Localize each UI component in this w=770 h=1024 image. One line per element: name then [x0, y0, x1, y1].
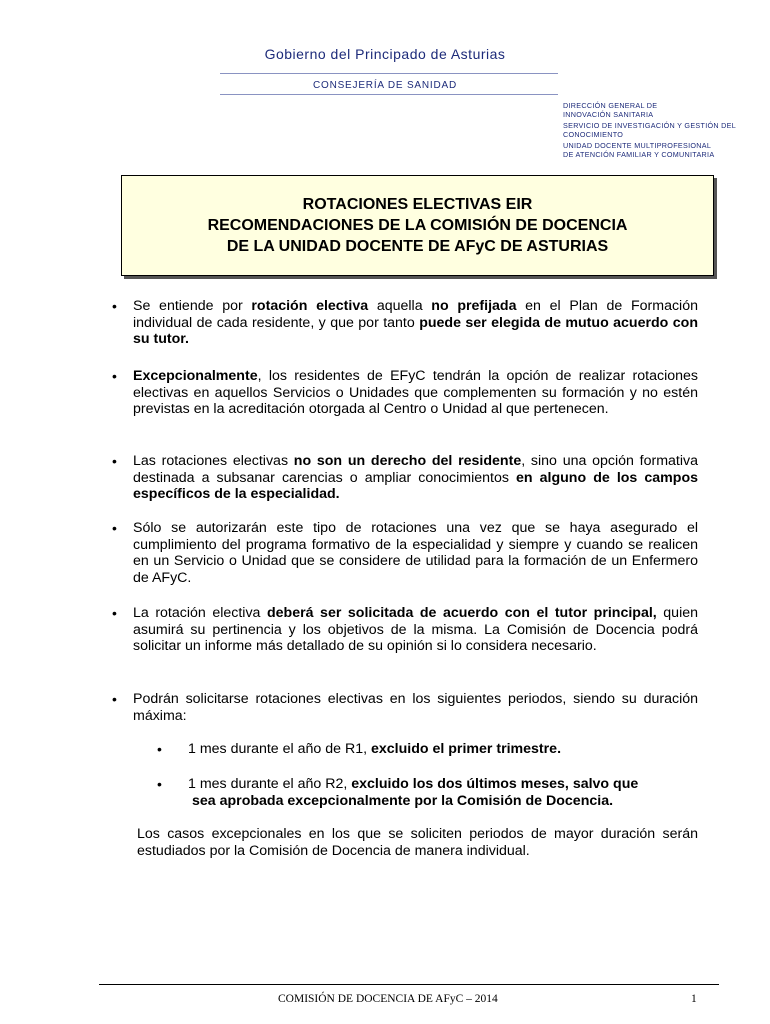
footer-text: COMISIÓN DE DOCENCIA DE AFyC – 2014 [278, 993, 498, 1005]
closing-paragraph: Los casos excepcionales en los que se soliciten periodos de mayor duración serán estudiados por la Comisión de Docencia de manera individual. [137, 826, 698, 859]
title-line: ROTACIONES ELECTIVAS EIR [302, 196, 533, 213]
document-title-box [121, 175, 714, 276]
bullet-icon: • [157, 776, 162, 792]
bullet-icon: • [112, 520, 117, 536]
department-name: CONSEJERÍA DE SANIDAD [312, 80, 458, 91]
bullet-icon: • [157, 741, 162, 757]
unit-line: DIRECCIÓN GENERAL DE [563, 101, 658, 110]
list-item: Excepcionalmente, los residentes de EFyC tendrán la opción de realizar rotaciones electivas en aquellos Servicios o Unidades que complementen su formación y no estén previstas en la acreditación otorgada al Centro o Unidad al que pertenecen. [133, 368, 698, 417]
bullet-icon: • [112, 453, 117, 469]
unit-line: DE ATENCIÓN FAMILIAR Y COMUNITARIA [563, 149, 715, 159]
sub-list-item: 1 mes durante el año de R1, excluido el primer trimestre. [188, 741, 562, 757]
sub-list-item: 1 mes durante el año R2, excluido los dos últimos meses, salvo que [188, 776, 639, 792]
list-item: La rotación electiva deberá ser solicitada de acuerdo con el tutor principal, quien asumirá su pertinencia y los objetivos de la misma. La Comisión de Docencia podrá solicitar un informe más detallado de su opinión si lo considera necesario. [133, 605, 699, 654]
list-item: Podrán solicitarse rotaciones electivas en los siguientes periodos, siendo su duración máxima: [133, 691, 698, 724]
unit-line: CONOCIMIENTO [563, 129, 624, 139]
unit-line: INNOVACIÓN SANITARIA [563, 109, 654, 119]
page-number: 1 [691, 993, 697, 1005]
bullet-icon: • [112, 605, 117, 621]
bullet-icon: • [112, 298, 117, 314]
unit-block [563, 102, 763, 159]
header-rule-top [220, 73, 558, 74]
bullet-icon: • [112, 691, 117, 707]
title-line: RECOMENDACIONES DE LA COMISIÓN DE DOCENCIA [207, 217, 628, 234]
footer-rule [99, 984, 719, 985]
unit-line: SERVICIO DE INVESTIGACIÓN Y GESTIÓN DEL [563, 121, 737, 130]
title-line: DE LA UNIDAD DOCENTE DE AFyC DE ASTURIAS [226, 238, 609, 255]
government-title: Gobierno del Principado de Asturias [264, 46, 506, 62]
list-item: Las rotaciones electivas no son un derecho del residente, sino una opción formativa destinada a subsanar carencias o ampliar conocimientos en alguno de los campos específicos de la especialidad. [133, 453, 699, 502]
bullet-icon: • [112, 368, 117, 384]
unit-line: UNIDAD DOCENTE MULTIPROFESIONAL [563, 141, 712, 150]
header-rule-bottom [220, 94, 558, 95]
sub-list-item-continuation: sea aprobada excepcionalmente por la Comisión de Docencia. [192, 793, 614, 809]
list-item: Se entiende por rotación electiva aquella no prefijada en el Plan de Formación individual de cada residente, y que por tanto puede ser elegida de mutuo acuerdo con su tutor. [133, 298, 698, 347]
list-item: Sólo se autorizarán este tipo de rotaciones una vez que se haya asegurado el cumplimiento del programa formativo de la especialidad y siempre y cuando se realicen en un Servicio o Unidad que se considere de utilidad para la formación de un Enfermero de AFyC. [133, 520, 698, 586]
